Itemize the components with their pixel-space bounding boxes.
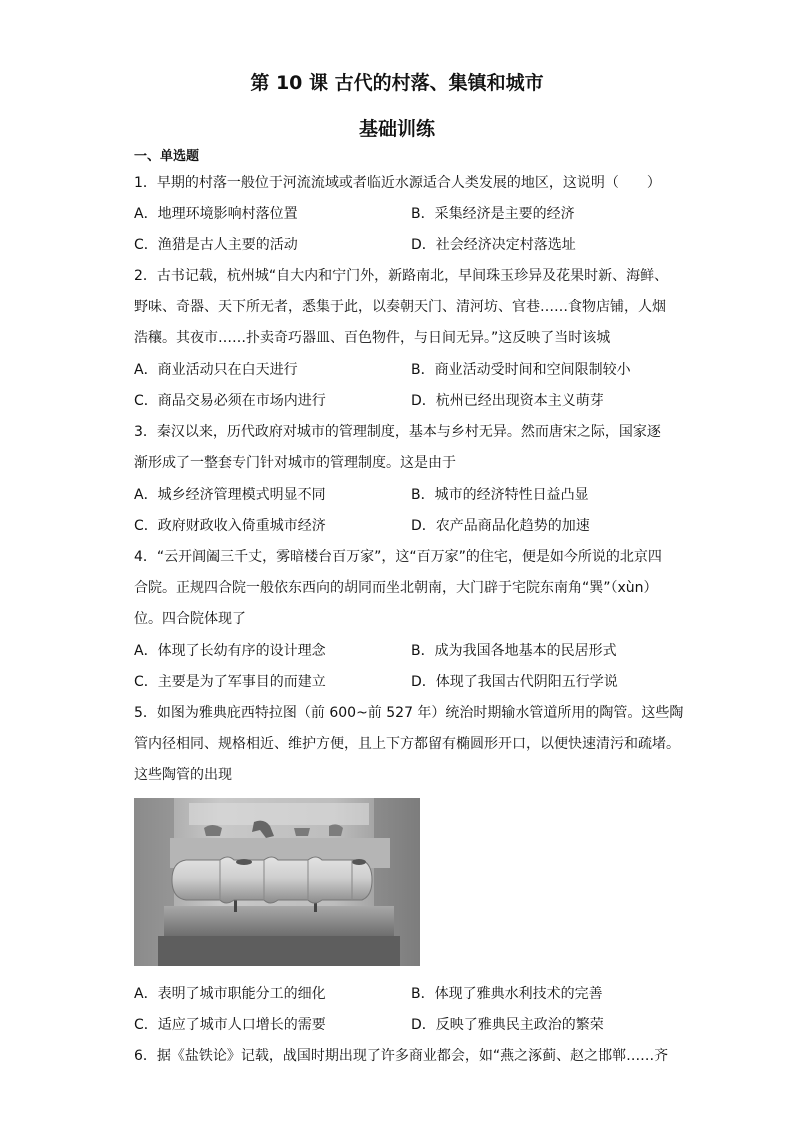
- question-4-option-a: A．体现了长幼有序的设计理念: [134, 643, 326, 659]
- question-2-line-3: 浩穰。其夜市……扑卖奇巧器皿、百色物件，与日间无异。”这反映了当时该城: [134, 330, 611, 346]
- question-1-option-c: C．渔猎是古人主要的活动: [134, 237, 298, 253]
- lesson-title: 第 10 课 古代的村落、集镇和城市: [250, 72, 544, 94]
- question-5-option-a: A．表明了城市职能分工的细化: [134, 986, 326, 1002]
- question-1-line-1: 1．早期的村落一般位于河流流域或者临近水源适合人类发展的地区，这说明（ ）: [134, 175, 661, 191]
- question-2-option-c: C．商品交易必须在市场内进行: [134, 393, 326, 409]
- clay-pipe-illustration: [134, 798, 420, 966]
- question-4-line-2: 合院。正规四合院一般依东西向的胡同而坐北朝南，大门辟于宅院东南角“巽”（xùn）: [134, 580, 658, 596]
- question-2-option-a: A．商业活动只在白天进行: [134, 362, 298, 378]
- question-3-option-a: A．城乡经济管理模式明显不同: [134, 487, 326, 503]
- question-4-option-c: C．主要是为了军事目的而建立: [134, 674, 326, 690]
- question-4-line-1: 4．“云开阊阖三千丈，雾暗楼台百万家”，这“百万家”的住宅，便是如今所说的北京四: [134, 549, 662, 565]
- question-3-option-b: B．城市的经济特性日益凸显: [411, 487, 589, 503]
- section-heading: 一、单选题: [134, 149, 200, 164]
- question-5-option-d: D．反映了雅典民主政治的繁荣: [411, 1017, 604, 1033]
- question-1-option-b: B．采集经济是主要的经济: [411, 206, 575, 222]
- question-5-option-b: B．体现了雅典水利技术的完善: [411, 986, 603, 1002]
- question-4-option-d: D．体现了我国古代阴阳五行学说: [411, 674, 618, 690]
- question-4-line-3: 位。四合院体现了: [134, 611, 246, 627]
- question-4-option-b: B．成为我国各地基本的民居形式: [411, 643, 617, 659]
- question-5-option-c: C．适应了城市人口增长的需要: [134, 1017, 326, 1033]
- question-1-option-d: D．社会经济决定村落选址: [411, 237, 576, 253]
- question-3-line-1: 3．秦汉以来，历代政府对城市的管理制度，基本与乡村无异。然而唐宋之际，国家逐: [134, 424, 661, 440]
- question-5-line-2: 管内径相同、规格相近、维护方便，且上下方都留有椭圆形开口，以便快速清污和疏堵。: [134, 736, 680, 752]
- question-3-option-c: C．政府财政收入倚重城市经济: [134, 518, 326, 534]
- question-1-option-a: A．地理环境影响村落位置: [134, 206, 298, 222]
- question-6-line-1: 6．据《盐铁论》记载，战国时期出现了许多商业都会，如“燕之涿蓟、赵之邯郸……齐: [134, 1048, 669, 1064]
- question-5-line-3: 这些陶管的出现: [134, 767, 232, 783]
- clay-pipe-photo: [134, 798, 420, 966]
- question-3-option-d: D．农产品商品化趋势的加速: [411, 518, 590, 534]
- question-2-option-d: D．杭州已经出现资本主义萌芽: [411, 393, 604, 409]
- question-2-line-1: 2．古书记载，杭州城“自大内和宁门外，新路南北，早间珠玉珍异及花果时新、海鲜、: [134, 268, 669, 284]
- question-2-line-2: 野味、奇器、天下所无者，悉集于此，以奏朝天门、清河坊、官巷……食物店铺，人烟: [134, 299, 666, 315]
- question-3-line-2: 渐形成了一整套专门针对城市的管理制度。这是由于: [134, 455, 456, 471]
- question-5-line-1: 5．如图为雅典庇西特拉图（前 600~前 527 年）统治时期输水管道所用的陶管。这些陶: [134, 705, 684, 721]
- question-2-option-b: B．商业活动受时间和空间限制较小: [411, 362, 631, 378]
- lesson-subtitle: 基础训练: [358, 118, 435, 140]
